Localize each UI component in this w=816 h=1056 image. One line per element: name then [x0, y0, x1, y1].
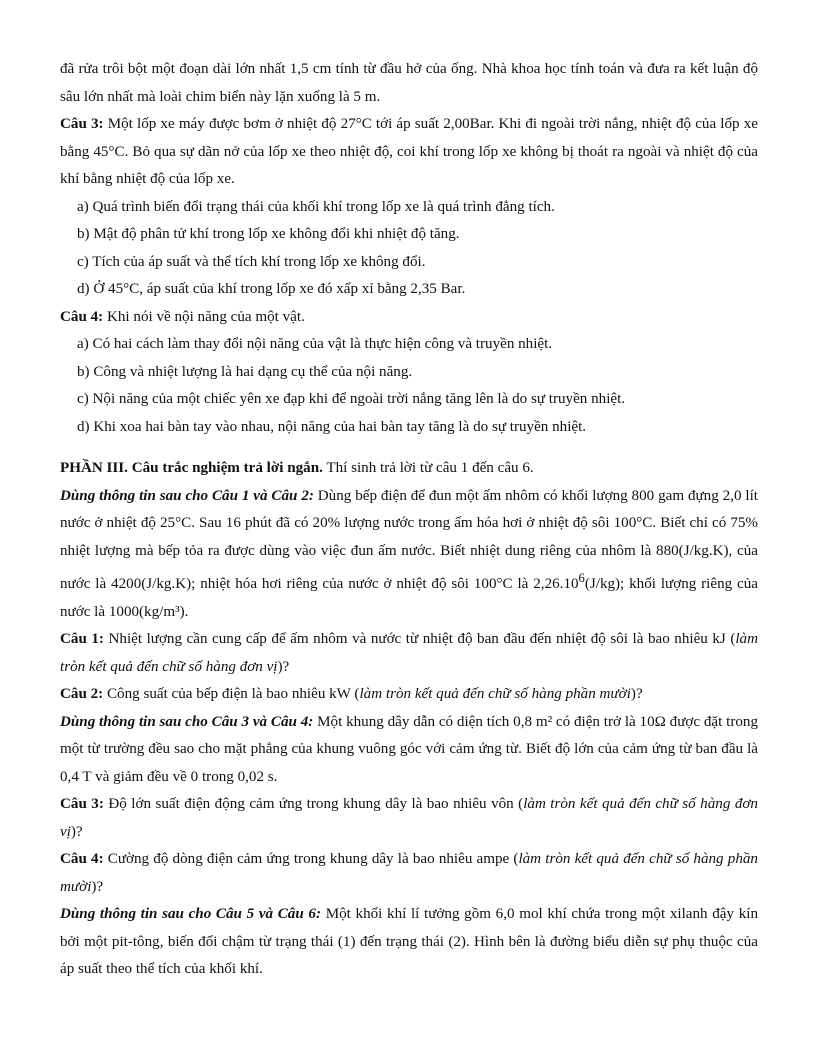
option-c: c) Tích của áp suất và thể tích khí trong lốp xe không đổi. — [77, 253, 426, 270]
section-note: Thí sinh trả lời từ câu 1 đến câu 6. — [326, 460, 534, 476]
question-label: Câu 2: — [60, 686, 104, 703]
group-text: Một khối khí lí tưởng gồm 6,0 mol khí chứa trong một xilanh đậy kín bởi một pit-tông, biến đổi chậm từ trạng thái (1) đến trạng thái (2). Hình bên là đường biểu diễn sự phụ thuộc của áp suất theo thể tích của khối khí. — [60, 906, 758, 978]
question-4 — [60, 846, 758, 901]
section-title: PHẦN III. Câu trắc nghiệm trả lời ngắn. — [60, 460, 323, 476]
group-lead: Dùng thông tin sau cho Câu 3 và Câu 4: — [60, 713, 314, 730]
question-label: Câu 1: — [60, 631, 104, 648]
group-1-context — [60, 483, 758, 627]
question-3-stem — [60, 111, 758, 194]
option-b: b) Công và nhiệt lượng là hai dạng cụ thể của nội năng. — [77, 363, 413, 380]
option-d: d) Khi xoa hai bàn tay vào nhau, nội năng của hai bàn tay tăng là do sự truyền nhiệt. — [77, 418, 587, 435]
question-label: Câu 4: — [60, 308, 104, 325]
rounding-note: làm tròn kết quả đến chữ số hàng đơn vị — [60, 796, 758, 840]
question-3 — [60, 791, 758, 846]
question-text: Độ lớn suất điện động cảm ứng trong khung dây là bao nhiêu vôn ( — [108, 796, 524, 813]
question-end: )? — [91, 878, 104, 895]
group-text-end: (J/kg); khối lượng riêng của nước là 1000(kg/m³). — [60, 576, 758, 620]
question-2 — [60, 681, 758, 709]
question-text: Công suất của bếp điện là bao nhiêu kW ( — [106, 686, 360, 703]
question-1 — [60, 626, 758, 681]
option-a: a) Có hai cách làm thay đổi nội năng của vật là thực hiện công và truyền nhiệt. — [77, 336, 553, 352]
intro-paragraph: đã rửa trôi bột một đoạn dài lớn nhất 1,5 cm tính từ đầu hở của ống. Nhà khoa học tính toán và đưa ra kết luận độ sâu lớn nhất mà loài chim biển này lặn xuống là 5 m. — [60, 61, 758, 105]
question-text: Khi nói về nội năng của một vật. — [106, 308, 305, 325]
section-3-heading — [60, 455, 758, 483]
question-end: )? — [277, 658, 290, 675]
question-text: Nhiệt lượng cần cung cấp để ấm nhôm và nước từ nhiệt độ ban đầu đến nhiệt độ sôi là bao nhiêu kJ ( — [108, 631, 736, 648]
question-label: Câu 4: — [60, 851, 104, 868]
question-text: Cường độ dòng điện cảm ứng trong khung dây là bao nhiêu ampe ( — [107, 851, 519, 868]
rounding-note: làm tròn kết quả đến chữ số hàng đơn vị — [60, 631, 758, 675]
group-2-context — [60, 709, 758, 792]
exponent: 6 — [578, 571, 585, 585]
option-b: b) Mật độ phân tử khí trong lốp xe không đổi khi nhiệt độ tăng. — [77, 226, 460, 242]
option-d: d) Ở 45°C, áp suất của khí trong lốp xe đó xấp xỉ bằng 2,35 Bar. — [77, 281, 466, 297]
rounding-note: làm tròn kết quả đến chữ số hàng phần mười — [359, 686, 631, 703]
group-3-context — [60, 901, 758, 984]
rounding-note: làm tròn kết quả đến chữ số hàng phần mười — [60, 851, 758, 895]
group-lead: Dùng thông tin sau cho Câu 1 và Câu 2: — [60, 487, 314, 504]
option-c: c) Nội năng của một chiếc yên xe đạp khi để ngoài trời nắng tăng lên là do sự truyền nhiệt. — [77, 391, 626, 407]
question-end: )? — [630, 686, 643, 703]
question-end: )? — [70, 823, 83, 840]
question-label: Câu 3: — [60, 116, 104, 132]
question-text: Một lốp xe máy được bơm ở nhiệt độ 27°C tới áp suất 2,00Bar. Khi đi ngoài trời nắng, nhiệt độ của lốp xe bằng 45°C. Bỏ qua sự dãn nở của lốp xe theo nhiệt độ, coi khí trong lốp xe không bị thoát ra ngoài và nhiệt độ của khí bằng nhiệt độ của lốp xe. — [60, 116, 758, 187]
question-4-stem — [60, 304, 758, 332]
group-text: Một khung dây dẫn có diện tích 0,8 m² có điện trở là 10Ω được đặt trong một từ trường đều sao cho mặt phẳng của khung vuông góc với cảm ứng từ. Biết độ lớn của cảm ứng từ ban đầu là 0,4 T và giảm đều về 0 trong 0,02 s. — [60, 713, 758, 785]
group-lead: Dùng thông tin sau cho Câu 5 và Câu 6: — [60, 906, 321, 923]
option-a: a) Quá trình biến đổi trạng thái của khối khí trong lốp xe là quá trình đẳng tích. — [77, 198, 555, 215]
group-text: Dùng bếp điện để đun một ấm nhôm có khối lượng 800 gam đựng 2,0 lít nước ở nhiệt độ 25°C. Sau 16 phút đã có 20% lượng nước trong ấm hóa hơi ở nhiệt độ sôi 100°C. Biết chỉ có 75% nhiệt lượng mà bếp tỏa ra được dùng vào việc đun ấm nước. Biết nhiệt dung riêng của nhôm là 880(J/kg.K), của nước là 4200(J/kg.K); nhiệt hóa hơi riêng của nước ở nhiệt độ sôi 100°C là 2,26.10 — [60, 487, 758, 593]
section-spacer — [60, 441, 758, 455]
question-label: Câu 3: — [60, 796, 104, 813]
